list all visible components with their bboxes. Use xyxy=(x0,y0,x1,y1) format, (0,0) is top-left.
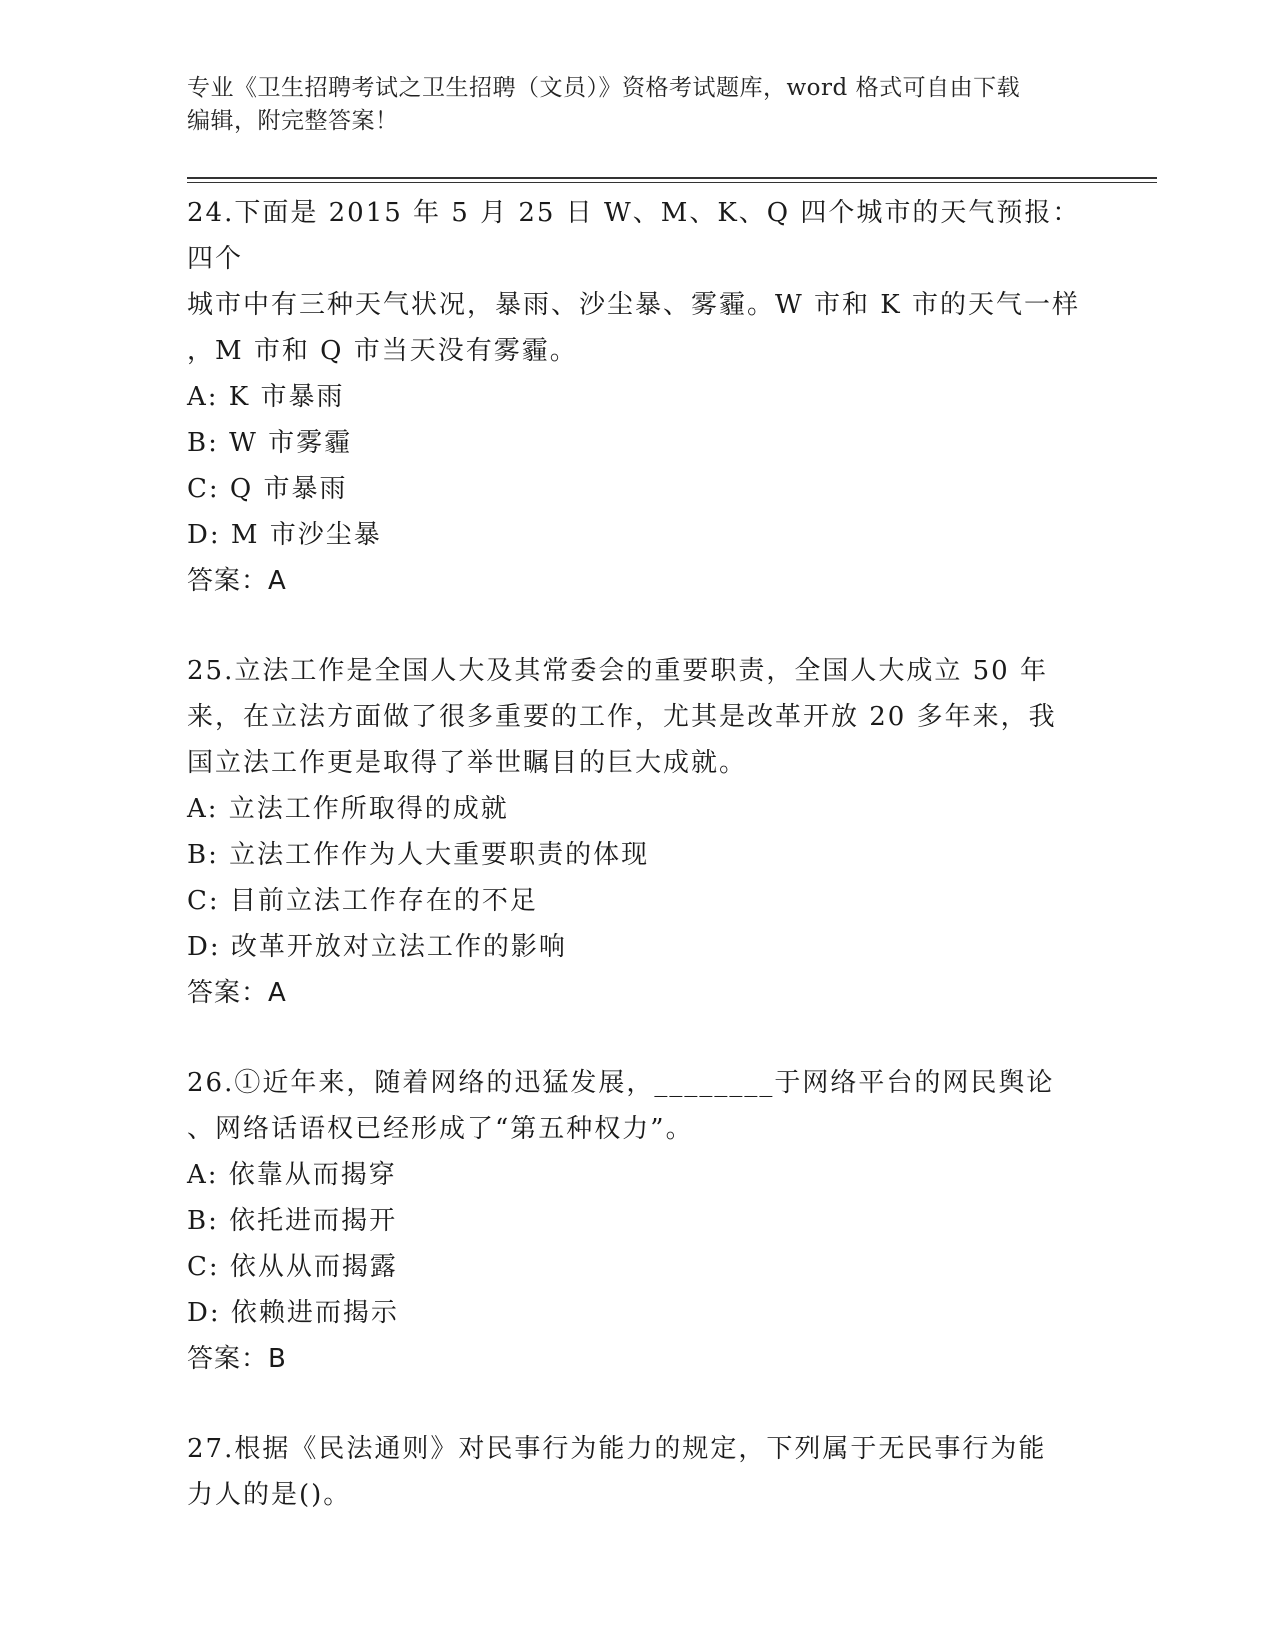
question-text: 城市中有三种天气状况，暴雨、沙尘暴、雾霾。W 市和 K 市的天气一样 xyxy=(187,290,1080,320)
header-divider-thin xyxy=(187,182,1157,183)
option-c: C: 目前立法工作存在的不足 xyxy=(187,886,538,916)
header-line-2: 编辑，附完整答案！ xyxy=(187,108,399,134)
option-a: A: K 市暴雨 xyxy=(187,382,345,412)
question-text: 26.①近年来，随着网络的迅猛发展，________于网络平台的网民舆论 xyxy=(187,1068,1055,1098)
question-list xyxy=(187,190,1087,1562)
option-b: B: W 市雾霾 xyxy=(187,428,353,458)
option-b: B: 立法工作作为人大重要职责的体现 xyxy=(187,840,650,870)
question-text: 27.根据《民法通则》对民事行为能力的规定，下列属于无民事行为能 xyxy=(187,1434,1047,1464)
question-27 xyxy=(187,1426,1087,1518)
header-divider-thick xyxy=(187,177,1157,179)
option-d: D: M 市沙尘暴 xyxy=(187,520,382,550)
question-25 xyxy=(187,648,1087,1016)
question-text: ，M 市和 Q 市当天没有雾霾。 xyxy=(187,336,578,366)
question-text: 力人的是()。 xyxy=(187,1480,352,1510)
option-c: C: 依从从而揭露 xyxy=(187,1252,398,1282)
answer: 答案：A xyxy=(187,566,287,596)
option-b: B: 依托进而揭开 xyxy=(187,1206,398,1236)
question-text: 来，在立法方面做了很多重要的工作，尤其是改革开放 20 多年来，我 xyxy=(187,702,1057,732)
question-text: 、网络话语权已经形成了“第五种权力”。 xyxy=(187,1114,694,1144)
option-a: A: 依靠从而揭穿 xyxy=(187,1160,397,1190)
question-text: 国立法工作更是取得了举世瞩目的巨大成就。 xyxy=(187,748,748,778)
question-26 xyxy=(187,1060,1087,1382)
option-d: D: 依赖进而揭示 xyxy=(187,1298,399,1328)
option-a: A: 立法工作所取得的成就 xyxy=(187,794,509,824)
option-d: D: 改革开放对立法工作的影响 xyxy=(187,932,567,962)
question-24 xyxy=(187,190,1087,604)
answer: 答案：A xyxy=(187,978,287,1008)
header-line-1: 专业《卫生招聘考试之卫生招聘（文员）》资格考试题库，word 格式可自由下载 xyxy=(187,75,1021,101)
question-text: 25.立法工作是全国人大及其常委会的重要职责，全国人大成立 50 年 xyxy=(187,656,1048,686)
answer: 答案：B xyxy=(187,1344,287,1374)
question-text: 24.下面是 2015 年 5 月 25 日 W、M、K、Q 四个城市的天气预报：四个 xyxy=(187,198,1081,274)
document-header xyxy=(187,72,1087,138)
option-c: C: Q 市暴雨 xyxy=(187,474,348,504)
